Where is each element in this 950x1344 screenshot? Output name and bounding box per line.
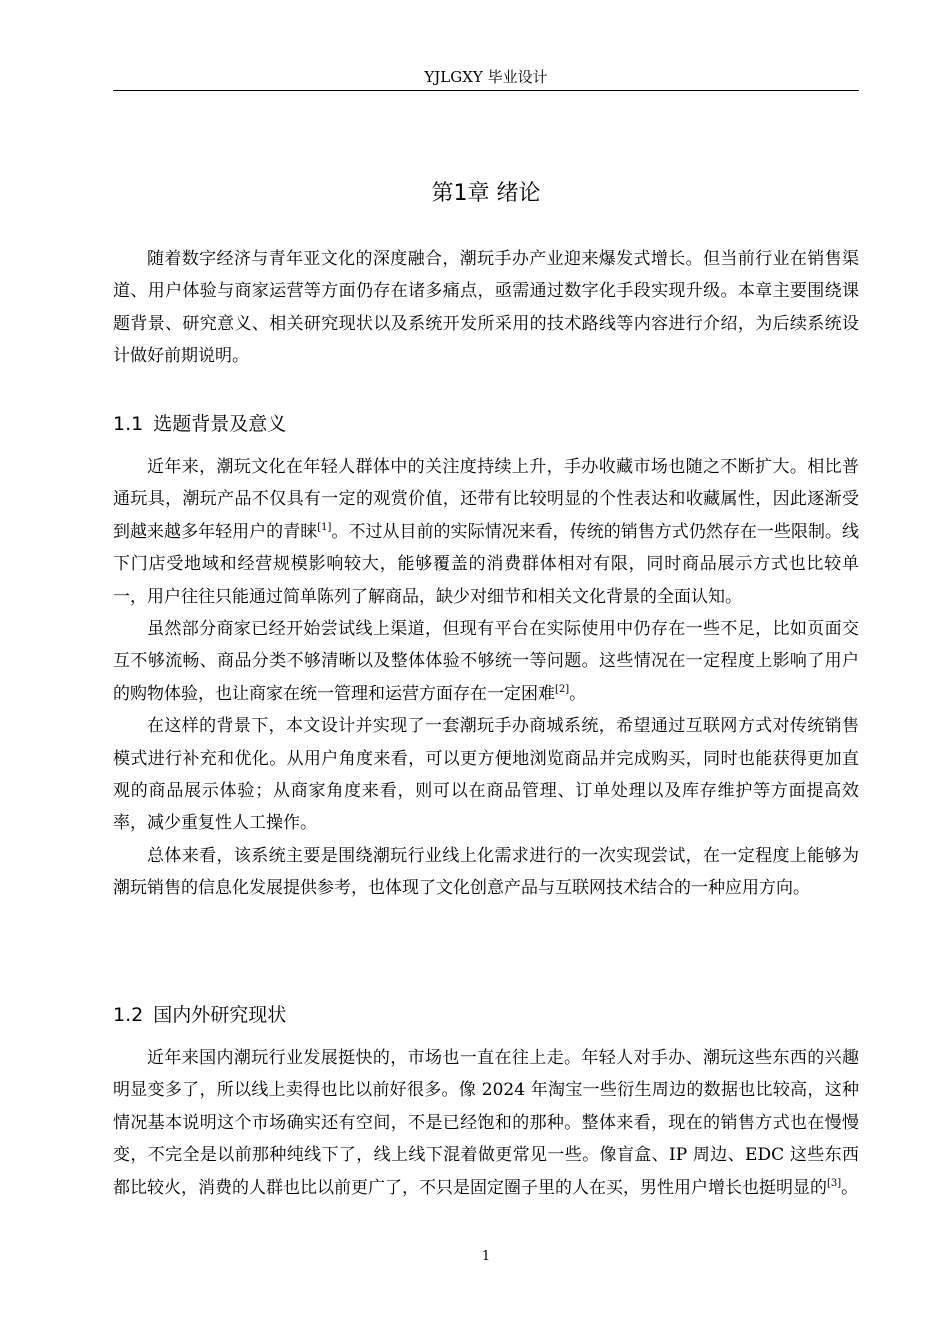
intro-paragraph: 随着数字经济与青年亚文化的深度融合，潮玩手办产业迎来爆发式增长。但当前行业在销售渠道、用户体验与商家运营等方面仍存在诸多痛点，亟需通过数字化手段实现升级。本章主要围绕课题背景、研究意义、相关研究现状以及系统开发所采用的技术路线等内容进行介绍，为后续系统设计做好前期说明。	[113, 249, 859, 367]
header-rule	[113, 90, 859, 91]
intro-block	[113, 243, 859, 373]
paragraph: 近年来国内潮玩行业发展挺快的，市场也一直在往上走。年轻人对手办、潮玩这些东西的兴趣明显变多了，所以线上卖得也比以前好很多。像 2024 年淘宝一些衍生周边的数据也比较高，这种情况基本说明这个市场确实还有空间，不是已经饱和的那种。整体来看，现在的销售方式也在慢慢变，不完全是以前那种纯线下了，线上线下混着做更常见一些。像盲盒、IP 周边、EDC 这些东西都比较火，消费的人群也比以前更广了，不只是固定圈子里的人在买，男性用户增长也挺明显的[3]。	[113, 1048, 859, 1198]
paragraph: 虽然部分商家已经开始尝试线上渠道，但现有平台在实际使用中仍存在一些不足，比如页面交互不够流畅、商品分类不够清晰以及整体体验不够统一等问题。这些情况在一定程度上影响了用户的购物体验，也让商家在统一管理和运营方面存在一定困难[2]。	[113, 619, 859, 704]
citation-ref[interactable]: [2]	[555, 683, 570, 695]
citation-ref[interactable]: [1]	[317, 521, 332, 533]
paragraph: 在这样的背景下，本文设计并实现了一套潮玩手办商城系统，希望通过互联网方式对传统销售模式进行补充和优化。从用户角度来看，可以更方便地浏览商品并完成购买，同时也能获得更加直观的商品展示体验；从商家角度来看，则可以在商品管理、订单处理以及库存维护等方面提高效率，减少重复性人工操作。	[113, 716, 859, 834]
section-1-2-body	[113, 1042, 859, 1204]
chapter-title: 第1章 绪论	[431, 181, 541, 206]
section-heading-1-2	[113, 1001, 859, 1029]
section-number: 1.2	[113, 1004, 144, 1026]
page-number: 1	[481, 1249, 491, 1264]
section-heading-1-1	[113, 410, 859, 438]
section-1-1-body	[113, 451, 859, 905]
citation-ref[interactable]: [3]	[827, 1177, 842, 1189]
paragraph: 近年来，潮玩文化在年轻人群体中的关注度持续上升，手办收藏市场也随之不断扩大。相比普通玩具，潮玩产品不仅具有一定的观赏价值，还带有比较明显的个性表达和收藏属性，因此逐渐受到越来越多年轻用户的青睐[1]。不过从目前的实际情况来看，传统的销售方式仍然存在一些限制。线下门店受地域和经营规模影响较大，能够覆盖的消费群体相对有限，同时商品展示方式也比较单一，用户往往只能通过简单陈列了解商品，缺少对细节和相关文化背景的全面认知。	[113, 457, 860, 607]
section-title: 选题背景及意义	[153, 413, 287, 435]
running-header: YJLGXY 毕业设计	[424, 68, 548, 86]
section-title: 国内外研究现状	[153, 1004, 287, 1026]
paragraph: 总体来看，该系统主要是围绕潮玩行业线上化需求进行的一次实现尝试，在一定程度上能够为潮玩销售的信息化发展提供参考，也体现了文化创意产品与互联网技术结合的一种应用方向。	[113, 845, 859, 899]
section-number: 1.1	[113, 413, 144, 435]
